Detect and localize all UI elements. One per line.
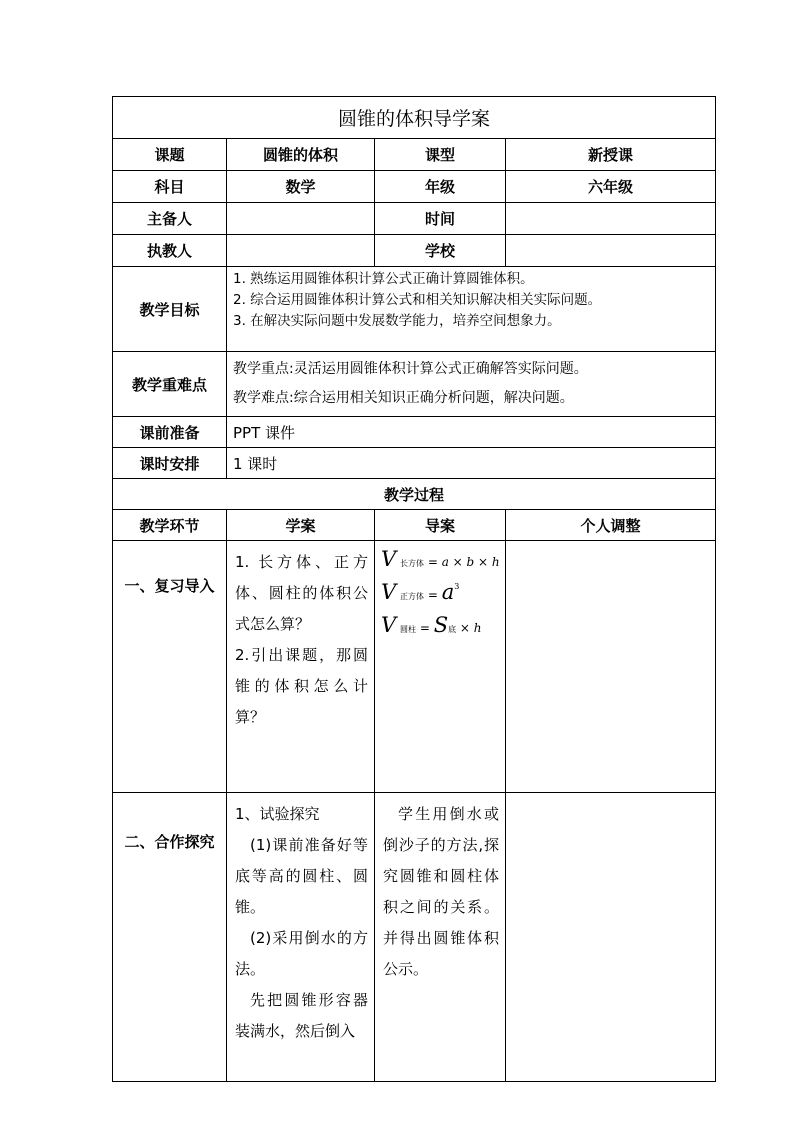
guide-paragraph: 学生用倒水或倒沙子的方法,探究圆锥和圆柱体积之间的关系。并得出圆锥体积公示。 <box>383 805 499 978</box>
formula-cuboid: V 长方体 = a × b × h <box>381 547 500 571</box>
section-explore-guide <box>375 793 506 1082</box>
info-row-1 <box>113 139 716 171</box>
section-explore-study <box>227 793 375 1082</box>
time-value <box>506 203 716 235</box>
objectives-label: 教学目标 <box>113 267 227 352</box>
preparer-value <box>227 203 375 235</box>
section-review-adjust <box>506 541 716 793</box>
col-header-stage: 教学环节 <box>113 510 227 541</box>
topic-value: 圆锥的体积 <box>227 139 375 171</box>
type-value: 新授课 <box>506 139 716 171</box>
schedule-value: 1 课时 <box>227 448 716 479</box>
study-paragraph: 1、试验探究 <box>235 805 320 823</box>
topic-label: 课题 <box>113 139 227 171</box>
key-points-row <box>113 352 716 417</box>
key-point-item: 教学重点:灵活运用圆锥体积计算公式正确解答实际问题。 <box>233 361 588 377</box>
objectives-list <box>227 267 716 352</box>
key-point-item: 教学难点:综合运用相关知识正确分析问题，解决问题。 <box>233 390 574 406</box>
schedule-row <box>113 448 716 479</box>
section-review-row <box>113 541 716 793</box>
section-review-label: 一、复习导入 <box>113 541 227 793</box>
col-header-study: 学案 <box>227 510 375 541</box>
section-explore-adjust <box>506 793 716 1082</box>
key-points-label: 教学重难点 <box>113 352 227 417</box>
section-explore-row <box>113 793 716 1082</box>
time-label: 时间 <box>375 203 506 235</box>
grade-value: 六年级 <box>506 171 716 203</box>
col-header-guide: 导案 <box>375 510 506 541</box>
school-value <box>506 235 716 267</box>
prep-value: PPT 课件 <box>227 417 716 448</box>
study-paragraph: (2)采用倒水的方法。 <box>235 929 368 978</box>
teacher-label: 执教人 <box>113 235 227 267</box>
process-header-row <box>113 510 716 541</box>
doc-title: 圆锥的体积导学案 <box>113 97 716 139</box>
lesson-plan-table <box>112 96 716 1082</box>
study-paragraph: (1)课前准备好等底等高的圆柱、圆锥。 <box>235 836 368 916</box>
section-review-formulas <box>375 541 506 793</box>
objective-item: 3. 在解决实际问题中发展数学能力，培养空间想象力。 <box>233 313 561 329</box>
study-paragraph: 先把圆锥形容器装满水，然后倒入 <box>235 991 368 1040</box>
subject-value: 数学 <box>227 171 375 203</box>
formula-cube: V 正方体 = $a^3$ <box>381 580 460 604</box>
info-row-2 <box>113 171 716 203</box>
objective-item: 1. 熟练运用圆锥体积计算公式正确计算圆锥体积。 <box>233 271 534 287</box>
objective-item: 2. 综合运用圆锥体积计算公式和相关知识解决相关实际问题。 <box>233 292 602 308</box>
schedule-label: 课时安排 <box>113 448 227 479</box>
section-explore-label: 二、合作探究 <box>113 793 227 1082</box>
process-title-row <box>113 479 716 510</box>
school-label: 学校 <box>375 235 506 267</box>
subject-label: 科目 <box>113 171 227 203</box>
info-row-3 <box>113 203 716 235</box>
objectives-row <box>113 267 716 352</box>
prep-row <box>113 417 716 448</box>
formula-cylinder: V 圆柱 = S底 × h <box>381 613 482 637</box>
teacher-value <box>227 235 375 267</box>
col-header-adjust: 个人调整 <box>506 510 716 541</box>
study-paragraph: 1. 长方体、正方体、圆柱的体积公式怎么算？ <box>235 553 368 633</box>
preparer-label: 主备人 <box>113 203 227 235</box>
process-title: 教学过程 <box>113 479 716 510</box>
info-row-4 <box>113 235 716 267</box>
study-paragraph: 2.引出课题，那圆锥的体积怎么计算？ <box>235 646 368 726</box>
title-row <box>113 97 716 139</box>
section-review-study <box>227 541 375 793</box>
type-label: 课型 <box>375 139 506 171</box>
prep-label: 课前准备 <box>113 417 227 448</box>
key-points-list <box>227 352 716 417</box>
grade-label: 年级 <box>375 171 506 203</box>
